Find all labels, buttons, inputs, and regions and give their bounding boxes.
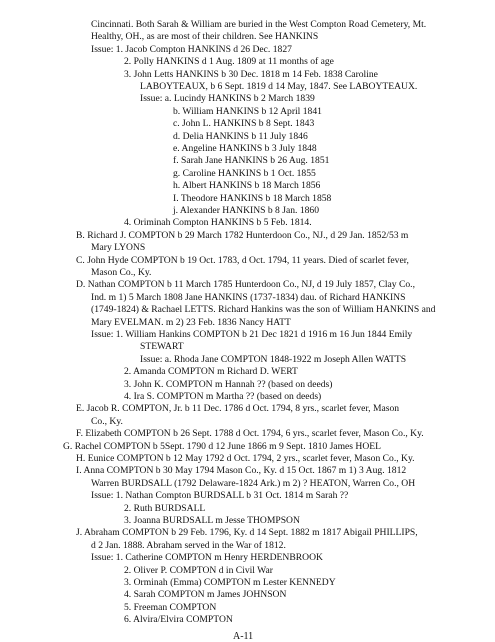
text-line: Mary EVELMAN. m 2) 23 Feb. 1836 Nancy HATT: [91, 316, 291, 328]
text-line: j. Alexander HANKINS b 8 Jan. 1860: [173, 205, 320, 216]
text-line: 2. Oliver P. COMPTON d in Civil War: [124, 564, 273, 576]
text-line: J. Abraham COMPTON b 29 Feb. 1796, Ky. d 14 Sept. 1882 m 1817 Abigail PHILLIPS,: [76, 527, 418, 539]
text-line: 2. Polly HANKINS d 1 Aug. 1809 at 11 months of age: [124, 56, 334, 68]
text-line: Issue: 1. William Hankins COMPTON b 21 Dec 1821 d 1916 m 16 Jun 1844 Emily: [91, 329, 413, 340]
text-line: I. Anna COMPTON b 30 May 1794 Mason Co., Ky. d 15 Oct. 1867 m 1) 3 Aug. 1812: [76, 465, 407, 477]
text-line: 4. Ira S. COMPTON m Martha ?? (based on deeds): [124, 391, 322, 402]
text-line: Mary LYONS: [91, 242, 146, 254]
text-line: 2. Ruth BURDSALL: [124, 502, 206, 514]
text-line: e. Angeline HANKINS b 3 July 1848: [173, 143, 317, 154]
text-line: Warren BURDSALL (1792 Delaware-1824 Ark.) m 2) ? HEATON, Warren Co., OH: [91, 477, 416, 489]
text-line: Issue: a. Rhoda Jane COMPTON 1848-1922 m Joseph Allen WATTS: [140, 353, 407, 365]
text-line: Issue: a. Lucindy HANKINS b 2 March 1839: [140, 93, 315, 105]
text-line: I. Theodore HANKINS b 18 March 1858: [173, 192, 332, 204]
text-line: E. Jacob R. COMPTON, Jr. b 11 Dec. 1786 d Oct. 1794, 8 yrs., scarlet fever, Mason: [76, 403, 400, 415]
text-line: d. Delia HANKINS b 11 July 1846: [173, 130, 308, 142]
text-line: STEWART: [140, 341, 184, 353]
text-line: 6. Alvira/Elvira COMPTON: [124, 614, 233, 626]
text-line: LABOYTEAUX, b 6 Sept. 1819 d 14 May, 1847. See LABOYTEAUX.: [140, 81, 418, 92]
text-line: F. Elizabeth COMPTON b 26 Sept. 1788 d Oct. 1794, 6 yrs., scarlet fever, Mason Co., Ky.: [76, 428, 424, 440]
text-line: 4. Oriminah Compton HANKINS b 5 Feb. 1814.: [124, 217, 312, 229]
text-line: Healthy, OH., as are most of their children. See HANKINS: [91, 31, 319, 43]
text-line: b. William HANKINS b 12 April 1841: [173, 105, 322, 117]
text-line: g. Caroline HANKINS b 1 Oct. 1855: [173, 167, 316, 179]
text-line: 3. Orminah (Emma) COMPTON m Lester KENNEDY: [124, 577, 336, 588]
text-line: 2. Amanda COMPTON m Richard D. WERT: [124, 366, 298, 378]
text-line: 3. John Letts HANKINS b 30 Dec. 1818 m 14 Feb. 1838 Caroline: [124, 68, 378, 80]
text-line: (1749-1824) & Rachael LETTS. Richard Hankins was the son of William HANKINS and: [91, 304, 436, 316]
text-line: Issue: 1. Nathan Compton BURDSALL b 31 Oct. 1814 m Sarah ??: [91, 490, 349, 502]
text-line: 3. Joanna BURDSALL m Jesse THOMPSON: [124, 515, 300, 526]
page-number: A-11: [233, 630, 254, 642]
text-line: 5. Freeman COMPTON: [124, 601, 217, 613]
text-line: Mason Co., Ky.: [91, 267, 152, 278]
text-line: B. Richard J. COMPTON b 29 March 1782 Hunterdoon Co., NJ., d 29 Jan. 1852/53 m: [76, 229, 409, 241]
text-line: C. John Hyde COMPTON b 19 Oct. 1783, d Oct. 1794, 11 years. Died of scarlet fever,: [76, 254, 409, 266]
text-line: f. Sarah Jane HANKINS b 26 Aug. 1851: [173, 155, 330, 167]
text-line: c. John L. HANKINS b 8 Sept. 1843: [173, 118, 315, 130]
text-line: 3. John K. COMPTON m Hannah ?? (based on deeds): [124, 378, 333, 390]
text-line: d 2 Jan. 1888. Abraham served in the War of 1812.: [91, 539, 286, 551]
text-line: Cincinnati. Both Sarah & William are buried in the West Compton Road Cemetery, Mt.: [91, 19, 427, 30]
text-line: G. Rachel COMPTON b 5Sept. 1790 d 12 June 1866 m 9 Sept. 1810 James HOEL: [63, 440, 381, 452]
text-line: h. Albert HANKINS b 18 March 1856: [173, 180, 321, 192]
text-line: 4. Sarah COMPTON m James JOHNSON: [124, 589, 287, 601]
text-line: D. Nathan COMPTON b 11 March 1785 Hunterdoon Co., NJ, d 19 July 1857, Clay Co.,: [76, 279, 415, 291]
text-line: Issue: 1. Jacob Compton HANKINS d 26 Dec. 1827: [91, 43, 292, 55]
text-line: H. Eunice COMPTON b 12 May 1792 d Oct. 1794, 2 yrs., scarlet fever, Mason Co., Ky.: [76, 453, 415, 464]
text-line: Issue: 1. Catherine COMPTON m Henry HERDENBROOK: [91, 552, 323, 564]
text-line: Co., Ky.: [91, 415, 123, 427]
text-line: Ind. m 1) 5 March 1808 Jane HANKINS (1737-1834) dau. of Richard HANKINS: [91, 291, 406, 303]
